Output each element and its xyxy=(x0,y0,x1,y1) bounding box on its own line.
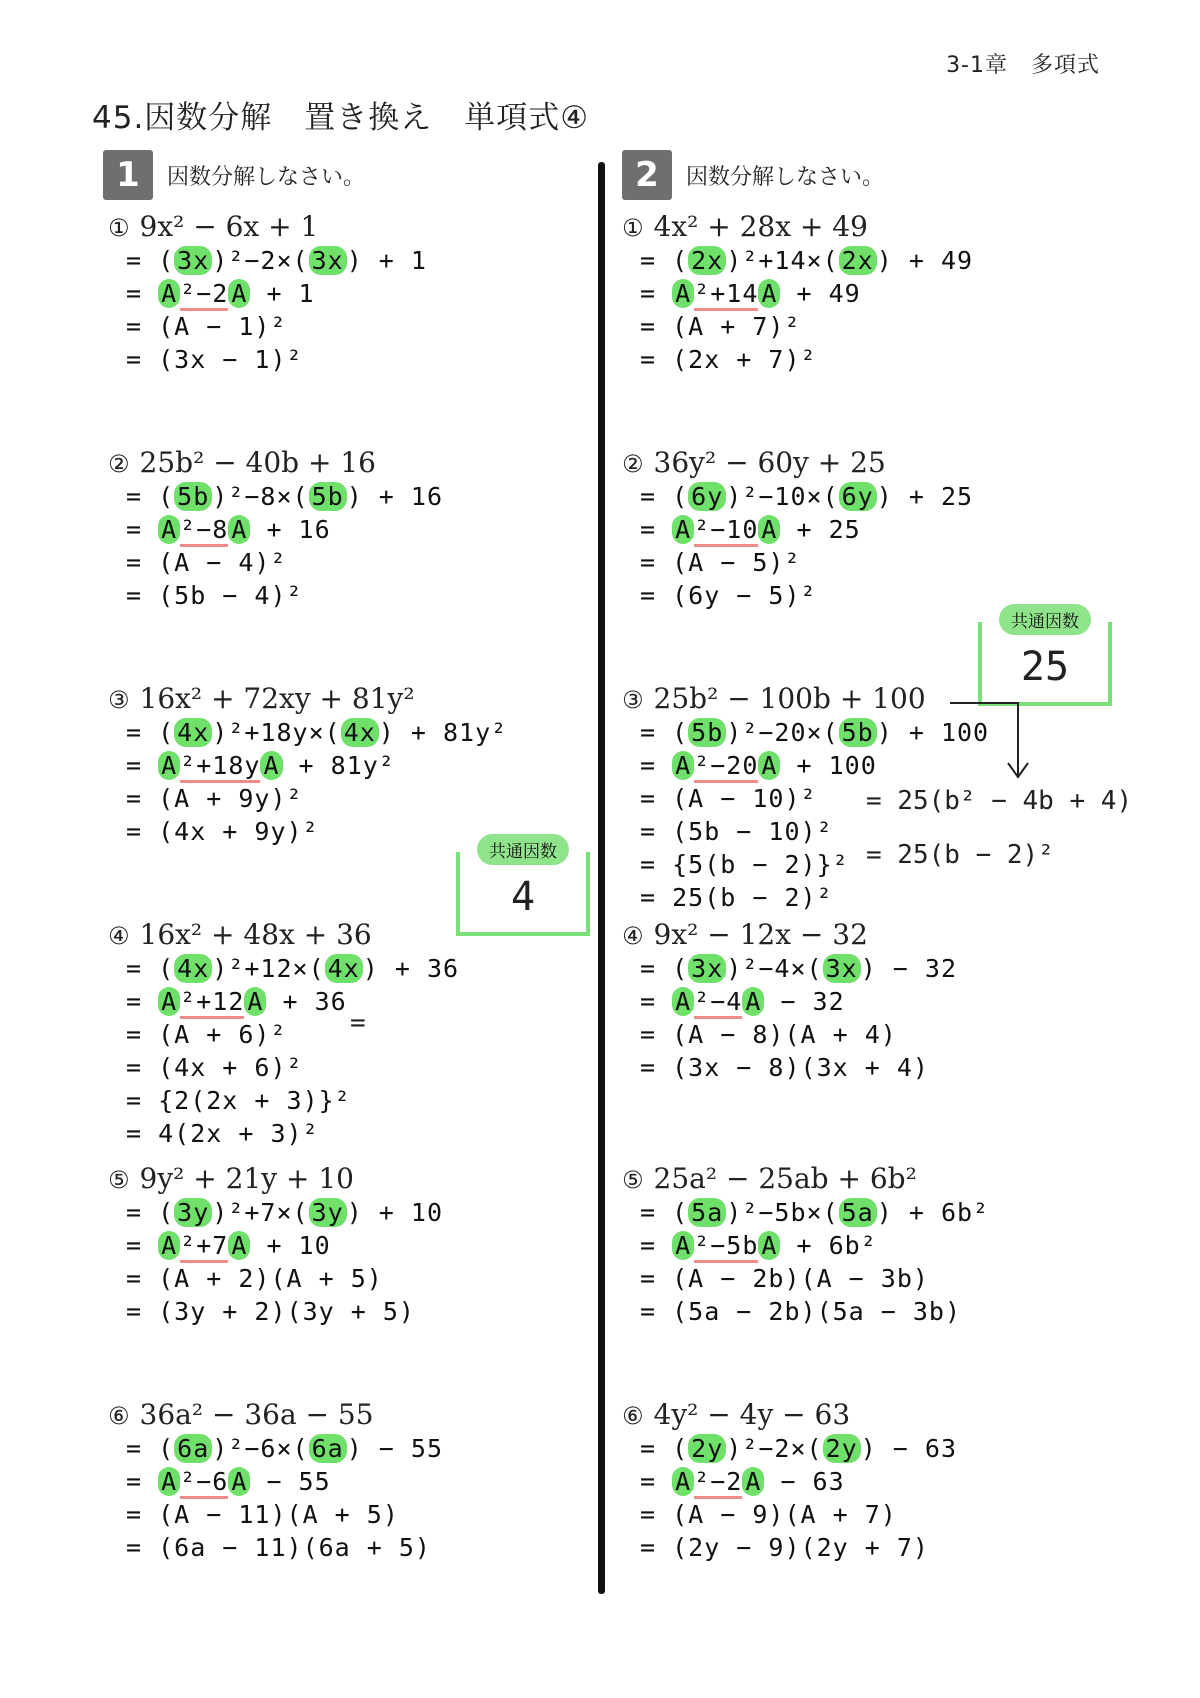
highlighted-term: 5b xyxy=(309,482,347,511)
highlighted-term: 4x xyxy=(174,954,212,983)
highlighted-term: 6y xyxy=(839,482,877,511)
step-text: + 49 xyxy=(780,279,861,308)
solution-step xyxy=(622,279,1062,312)
highlighted-term: 6a xyxy=(174,1434,212,1463)
problem-number: ① xyxy=(622,214,644,242)
highlighted-term: A xyxy=(672,515,694,544)
arrow-icon xyxy=(950,695,1030,785)
step-text: )²+18y×( xyxy=(212,718,341,747)
problem-expression: 9x² − 12x − 32 xyxy=(653,918,868,951)
solution-step xyxy=(108,482,548,515)
problem xyxy=(108,1162,548,1330)
common-factor-value: 4 xyxy=(510,874,536,920)
step-text: = (4x + 6)² xyxy=(126,1053,303,1082)
step-text: ) − 63 xyxy=(860,1434,957,1463)
problem xyxy=(622,1162,1062,1330)
highlighted-term: 6a xyxy=(309,1434,347,1463)
underlined-term: ²+18y xyxy=(180,751,260,783)
highlighted-term: A xyxy=(758,279,780,308)
highlighted-term: 3x xyxy=(688,954,726,983)
common-factor-value: 25 xyxy=(1020,644,1070,690)
highlighted-term: 3y xyxy=(309,1198,347,1227)
step-text: = (A − 2b)(A − 3b) xyxy=(640,1264,929,1293)
step-text: = xyxy=(640,751,673,780)
underlined-term: ²−2 xyxy=(694,1467,742,1499)
highlighted-term: 2y xyxy=(823,1434,861,1463)
problem-expression: 4x² + 28x + 49 xyxy=(653,210,868,243)
solution-step xyxy=(108,1231,548,1264)
step-text: = (3y + 2)(3y + 5) xyxy=(126,1297,415,1326)
common-factor-box xyxy=(978,612,1112,706)
problem-expression: 36y² − 60y + 25 xyxy=(653,446,886,479)
highlighted-term: A xyxy=(158,751,180,780)
step-text: )²+14×( xyxy=(726,246,839,275)
highlighted-term: A xyxy=(158,1467,180,1496)
highlighted-term: 4x xyxy=(325,954,363,983)
problem-expression: 16x² + 48x + 36 xyxy=(139,918,372,951)
step-text: )²−4×( xyxy=(726,954,823,983)
solution-step xyxy=(622,246,1062,279)
step-text: = (5a − 2b)(5a − 3b) xyxy=(640,1297,962,1326)
highlighted-term: 2x xyxy=(839,246,877,275)
page-title: 45.因数分解 置き換え 単項式④ xyxy=(92,100,590,136)
step-text: = ( xyxy=(640,1434,689,1463)
problem-expression: 25b² − 100b + 100 xyxy=(653,682,926,715)
problem xyxy=(108,918,548,1152)
solution-step xyxy=(622,1500,1062,1533)
step-text: = xyxy=(126,1467,159,1496)
highlighted-term: 5b xyxy=(688,718,726,747)
problem-statement xyxy=(108,446,548,482)
step-text: = ( xyxy=(640,1198,689,1227)
problem-number: ④ xyxy=(622,922,644,950)
solution-step xyxy=(622,1053,1062,1086)
step-text: = ( xyxy=(126,954,175,983)
step-text: + 100 xyxy=(780,751,877,780)
problem xyxy=(622,446,1062,614)
step-text: ) + 16 xyxy=(346,482,443,511)
step-text: )²−2×( xyxy=(212,246,309,275)
problem-statement xyxy=(108,1398,548,1434)
problem-number: ③ xyxy=(108,686,130,714)
step-text: = ( xyxy=(126,246,175,275)
solution-step xyxy=(622,1264,1062,1297)
highlighted-term: A xyxy=(758,1231,780,1260)
step-text: + 81y² xyxy=(282,751,395,780)
step-text: = ( xyxy=(126,482,175,511)
highlighted-term: A xyxy=(672,1231,694,1260)
step-text: )²−2×( xyxy=(726,1434,823,1463)
problem-expression: 25b² − 40b + 16 xyxy=(139,446,376,479)
highlighted-term: A xyxy=(158,1231,180,1260)
highlighted-term: 2y xyxy=(688,1434,726,1463)
solution-step xyxy=(622,883,1062,916)
solution-step xyxy=(108,246,548,279)
problem-number: ⑤ xyxy=(108,1166,130,1194)
highlighted-term: 3x xyxy=(174,246,212,275)
highlighted-term: A xyxy=(672,987,694,1016)
step-text: ) + 10 xyxy=(346,1198,443,1227)
step-text: = (A − 4)² xyxy=(126,548,287,577)
step-text: + 1 xyxy=(250,279,315,308)
step-text: )²−6×( xyxy=(212,1434,309,1463)
highlighted-term: 5b xyxy=(839,718,877,747)
problem-number: ⑥ xyxy=(108,1402,130,1430)
step-text: + 25 xyxy=(780,515,861,544)
highlighted-term: 4x xyxy=(174,718,212,747)
solution-step xyxy=(108,954,548,987)
solution-step xyxy=(108,581,548,614)
highlighted-term: A xyxy=(672,279,694,308)
problem-expression: 36a² − 36a − 55 xyxy=(139,1398,374,1431)
step-text: = (A + 6)² xyxy=(126,1020,287,1049)
solution-step xyxy=(622,1020,1062,1053)
step-text: = xyxy=(126,751,159,780)
step-text: = (A − 9)(A + 7) xyxy=(640,1500,897,1529)
step-text: + 10 xyxy=(250,1231,331,1260)
underlined-term: ²+7 xyxy=(180,1231,228,1263)
solution-step xyxy=(622,312,1062,345)
solution-step xyxy=(108,1053,548,1086)
step-text: = xyxy=(640,987,673,1016)
step-text: )²+7×( xyxy=(212,1198,309,1227)
highlighted-term: A xyxy=(672,1467,694,1496)
step-text: = xyxy=(640,1467,673,1496)
highlighted-term: A xyxy=(228,1467,250,1496)
step-text: = (5b − 4)² xyxy=(126,581,303,610)
solution-step xyxy=(622,954,1062,987)
underlined-term: ²−2 xyxy=(180,279,228,311)
step-text: = ( xyxy=(640,718,689,747)
step-text: = (2y − 9)(2y + 7) xyxy=(640,1533,929,1562)
problem xyxy=(622,918,1062,1086)
step-text: ) + 1 xyxy=(346,246,427,275)
highlighted-term: 5a xyxy=(839,1198,877,1227)
step-text: − 63 xyxy=(764,1467,845,1496)
solution-step xyxy=(622,581,1062,614)
problem xyxy=(622,1398,1062,1566)
step-text: = ( xyxy=(126,1434,175,1463)
highlighted-term: A xyxy=(158,987,180,1016)
step-text: = (2x + 7)² xyxy=(640,345,817,374)
solution-step xyxy=(108,1264,548,1297)
step-text: + 36 xyxy=(266,987,347,1016)
solution-step xyxy=(622,1434,1062,1467)
highlighted-term: 5b xyxy=(174,482,212,511)
solution-step xyxy=(622,1231,1062,1264)
step-text: )²−8×( xyxy=(212,482,309,511)
highlighted-term: A xyxy=(244,987,266,1016)
solution-step xyxy=(622,1297,1062,1330)
problem-statement xyxy=(622,1162,1062,1198)
step-text: ) + 49 xyxy=(876,246,974,275)
step-text: = ( xyxy=(126,718,175,747)
step-text: = (A + 7)² xyxy=(640,312,801,341)
solution-step xyxy=(622,1198,1062,1231)
problem-statement xyxy=(108,682,548,718)
problem xyxy=(108,682,548,850)
highlighted-term: A xyxy=(672,751,694,780)
solution-step xyxy=(108,345,548,378)
problem-statement xyxy=(622,1398,1062,1434)
step-text: = 4(2x + 3)² xyxy=(126,1119,319,1148)
common-factor-box xyxy=(456,842,590,936)
step-text: − 32 xyxy=(764,987,845,1016)
highlighted-term: A xyxy=(228,515,250,544)
solution-step xyxy=(108,1086,548,1119)
alternate-solution-line: = 25(b² − 4b + 4) xyxy=(866,786,1133,816)
step-text: = xyxy=(126,1231,159,1260)
step-text: = (5b − 10)² xyxy=(640,817,833,846)
solution-step xyxy=(622,515,1062,548)
step-text: ) + 36 xyxy=(362,954,460,983)
highlighted-term: 4x xyxy=(341,718,379,747)
underlined-term: ²−20 xyxy=(694,751,758,783)
problem-expression: 25a² − 25ab + 6b² xyxy=(653,1162,917,1195)
step-text: = xyxy=(640,1231,673,1260)
solution-step xyxy=(108,1198,548,1231)
highlighted-term: A xyxy=(260,751,282,780)
column-divider xyxy=(598,162,605,1594)
highlighted-term: A xyxy=(758,515,780,544)
step-text: = (A + 9y)² xyxy=(126,784,303,813)
underlined-term: ²−4 xyxy=(694,987,742,1019)
step-text: ) − 32 xyxy=(860,954,957,983)
step-text: = (3x − 1)² xyxy=(126,345,303,374)
step-text: = (4x + 9y)² xyxy=(126,817,319,846)
problem-number: ③ xyxy=(622,686,644,714)
problem xyxy=(622,210,1062,378)
underlined-term: ²−8 xyxy=(180,515,228,547)
underlined-term: ²−5b xyxy=(694,1231,758,1263)
step-text: = (A − 8)(A + 4) xyxy=(640,1020,897,1049)
underlined-term: ²+14 xyxy=(694,279,758,311)
solution-step xyxy=(108,751,548,784)
section-2-header xyxy=(622,150,884,200)
step-text: = (A − 1)² xyxy=(126,312,287,341)
step-text: = (6y − 5)² xyxy=(640,581,817,610)
stray-equals-sign: = xyxy=(350,1008,366,1038)
step-text: = (A + 2)(A + 5) xyxy=(126,1264,383,1293)
problem-number: ⑤ xyxy=(622,1166,644,1194)
step-text: )²−10×( xyxy=(726,482,839,511)
problem-number: ① xyxy=(108,214,130,242)
highlighted-term: A xyxy=(228,1231,250,1260)
step-text: )²−5b×( xyxy=(726,1198,839,1227)
problem xyxy=(108,446,548,614)
underlined-term: ²+12 xyxy=(180,987,244,1019)
step-text: = ( xyxy=(640,482,689,511)
solution-step xyxy=(622,482,1062,515)
highlighted-term: A xyxy=(158,515,180,544)
step-text: )²+12×( xyxy=(212,954,325,983)
step-text: = {2(2x + 3)}² xyxy=(126,1086,351,1115)
solution-step xyxy=(108,312,548,345)
step-text: = (A − 11)(A + 5) xyxy=(126,1500,399,1529)
step-text: = 25(b − 2)² xyxy=(640,883,833,912)
solution-step xyxy=(108,279,548,312)
step-text: = {5(b − 2)}² xyxy=(640,850,849,879)
solution-step xyxy=(622,1533,1062,1566)
step-text: = (6a − 11)(6a + 5) xyxy=(126,1533,431,1562)
highlighted-term: 5a xyxy=(688,1198,726,1227)
step-text: = ( xyxy=(126,1198,175,1227)
solution-step xyxy=(108,1119,548,1152)
highlighted-term: 3x xyxy=(823,954,861,983)
step-text: ) + 6b² xyxy=(876,1198,990,1227)
step-text: ) − 55 xyxy=(346,1434,443,1463)
chapter-label: 3-1章 多項式 xyxy=(946,53,1100,78)
underlined-term: ²−10 xyxy=(694,515,758,547)
highlighted-term: 6y xyxy=(688,482,726,511)
underlined-term: ²−6 xyxy=(180,1467,228,1499)
problem-expression: 9y² + 21y + 10 xyxy=(139,1162,354,1195)
step-text: + 16 xyxy=(250,515,331,544)
section-instruction: 因数分解しなさい。 xyxy=(686,164,885,190)
solution-step xyxy=(108,987,548,1020)
solution-step xyxy=(622,548,1062,581)
step-text: = ( xyxy=(640,954,689,983)
solution-step xyxy=(108,718,548,751)
solution-step xyxy=(108,784,548,817)
highlighted-term: A xyxy=(742,1467,764,1496)
solution-step xyxy=(622,987,1062,1020)
step-text: ) + 81y² xyxy=(378,718,508,747)
step-text: = xyxy=(126,279,159,308)
problem xyxy=(108,210,548,378)
problem-expression: 4y² − 4y − 63 xyxy=(653,1398,851,1431)
section-1-header xyxy=(103,150,365,200)
section-number-badge: 2 xyxy=(622,150,672,200)
problem-number: ② xyxy=(622,450,644,478)
alternate-solution-line: = 25(b − 2)² xyxy=(866,840,1054,870)
problem-number: ⑥ xyxy=(622,1402,644,1430)
solution-step xyxy=(622,345,1062,378)
step-text: = (3x − 8)(3x + 4) xyxy=(640,1053,929,1082)
problem xyxy=(108,1398,548,1566)
solution-step xyxy=(108,1533,548,1566)
step-text: = ( xyxy=(640,246,689,275)
problem-expression: 16x² + 72xy + 81y² xyxy=(139,682,415,715)
solution-step xyxy=(108,515,548,548)
step-text: ) + 25 xyxy=(876,482,974,511)
step-text: ) + 100 xyxy=(876,718,990,747)
step-text: + 6b² xyxy=(780,1231,877,1260)
problem-expression: 9x² − 6x + 1 xyxy=(139,210,319,243)
problem-statement xyxy=(108,210,548,246)
step-text: = xyxy=(640,515,673,544)
common-factor-label: 共通因数 xyxy=(477,834,569,865)
solution-step xyxy=(108,548,548,581)
problem-number: ④ xyxy=(108,922,130,950)
solution-step xyxy=(622,1467,1062,1500)
solution-step xyxy=(108,1467,548,1500)
highlighted-term: A xyxy=(158,279,180,308)
solution-step xyxy=(108,1020,548,1053)
solution-step xyxy=(108,1500,548,1533)
problem-statement xyxy=(108,1162,548,1198)
problem-statement xyxy=(622,446,1062,482)
section-instruction: 因数分解しなさい。 xyxy=(167,164,366,190)
highlighted-term: 3x xyxy=(309,246,347,275)
problem-statement xyxy=(622,210,1062,246)
highlighted-term: 2x xyxy=(688,246,726,275)
highlighted-term: 3y xyxy=(174,1198,212,1227)
step-text: = (A − 10)² xyxy=(640,784,817,813)
problem-number: ② xyxy=(108,450,130,478)
solution-step xyxy=(108,1434,548,1467)
step-text: = (A − 5)² xyxy=(640,548,801,577)
step-text: = xyxy=(126,515,159,544)
step-text: − 55 xyxy=(250,1467,331,1496)
step-text: )²−20×( xyxy=(726,718,839,747)
problem-statement xyxy=(622,918,1062,954)
highlighted-term: A xyxy=(758,751,780,780)
step-text: = xyxy=(126,987,159,1016)
section-number-badge: 1 xyxy=(103,150,153,200)
step-text: = xyxy=(640,279,673,308)
highlighted-term: A xyxy=(742,987,764,1016)
highlighted-term: A xyxy=(228,279,250,308)
common-factor-label: 共通因数 xyxy=(999,604,1091,635)
solution-step xyxy=(108,1297,548,1330)
